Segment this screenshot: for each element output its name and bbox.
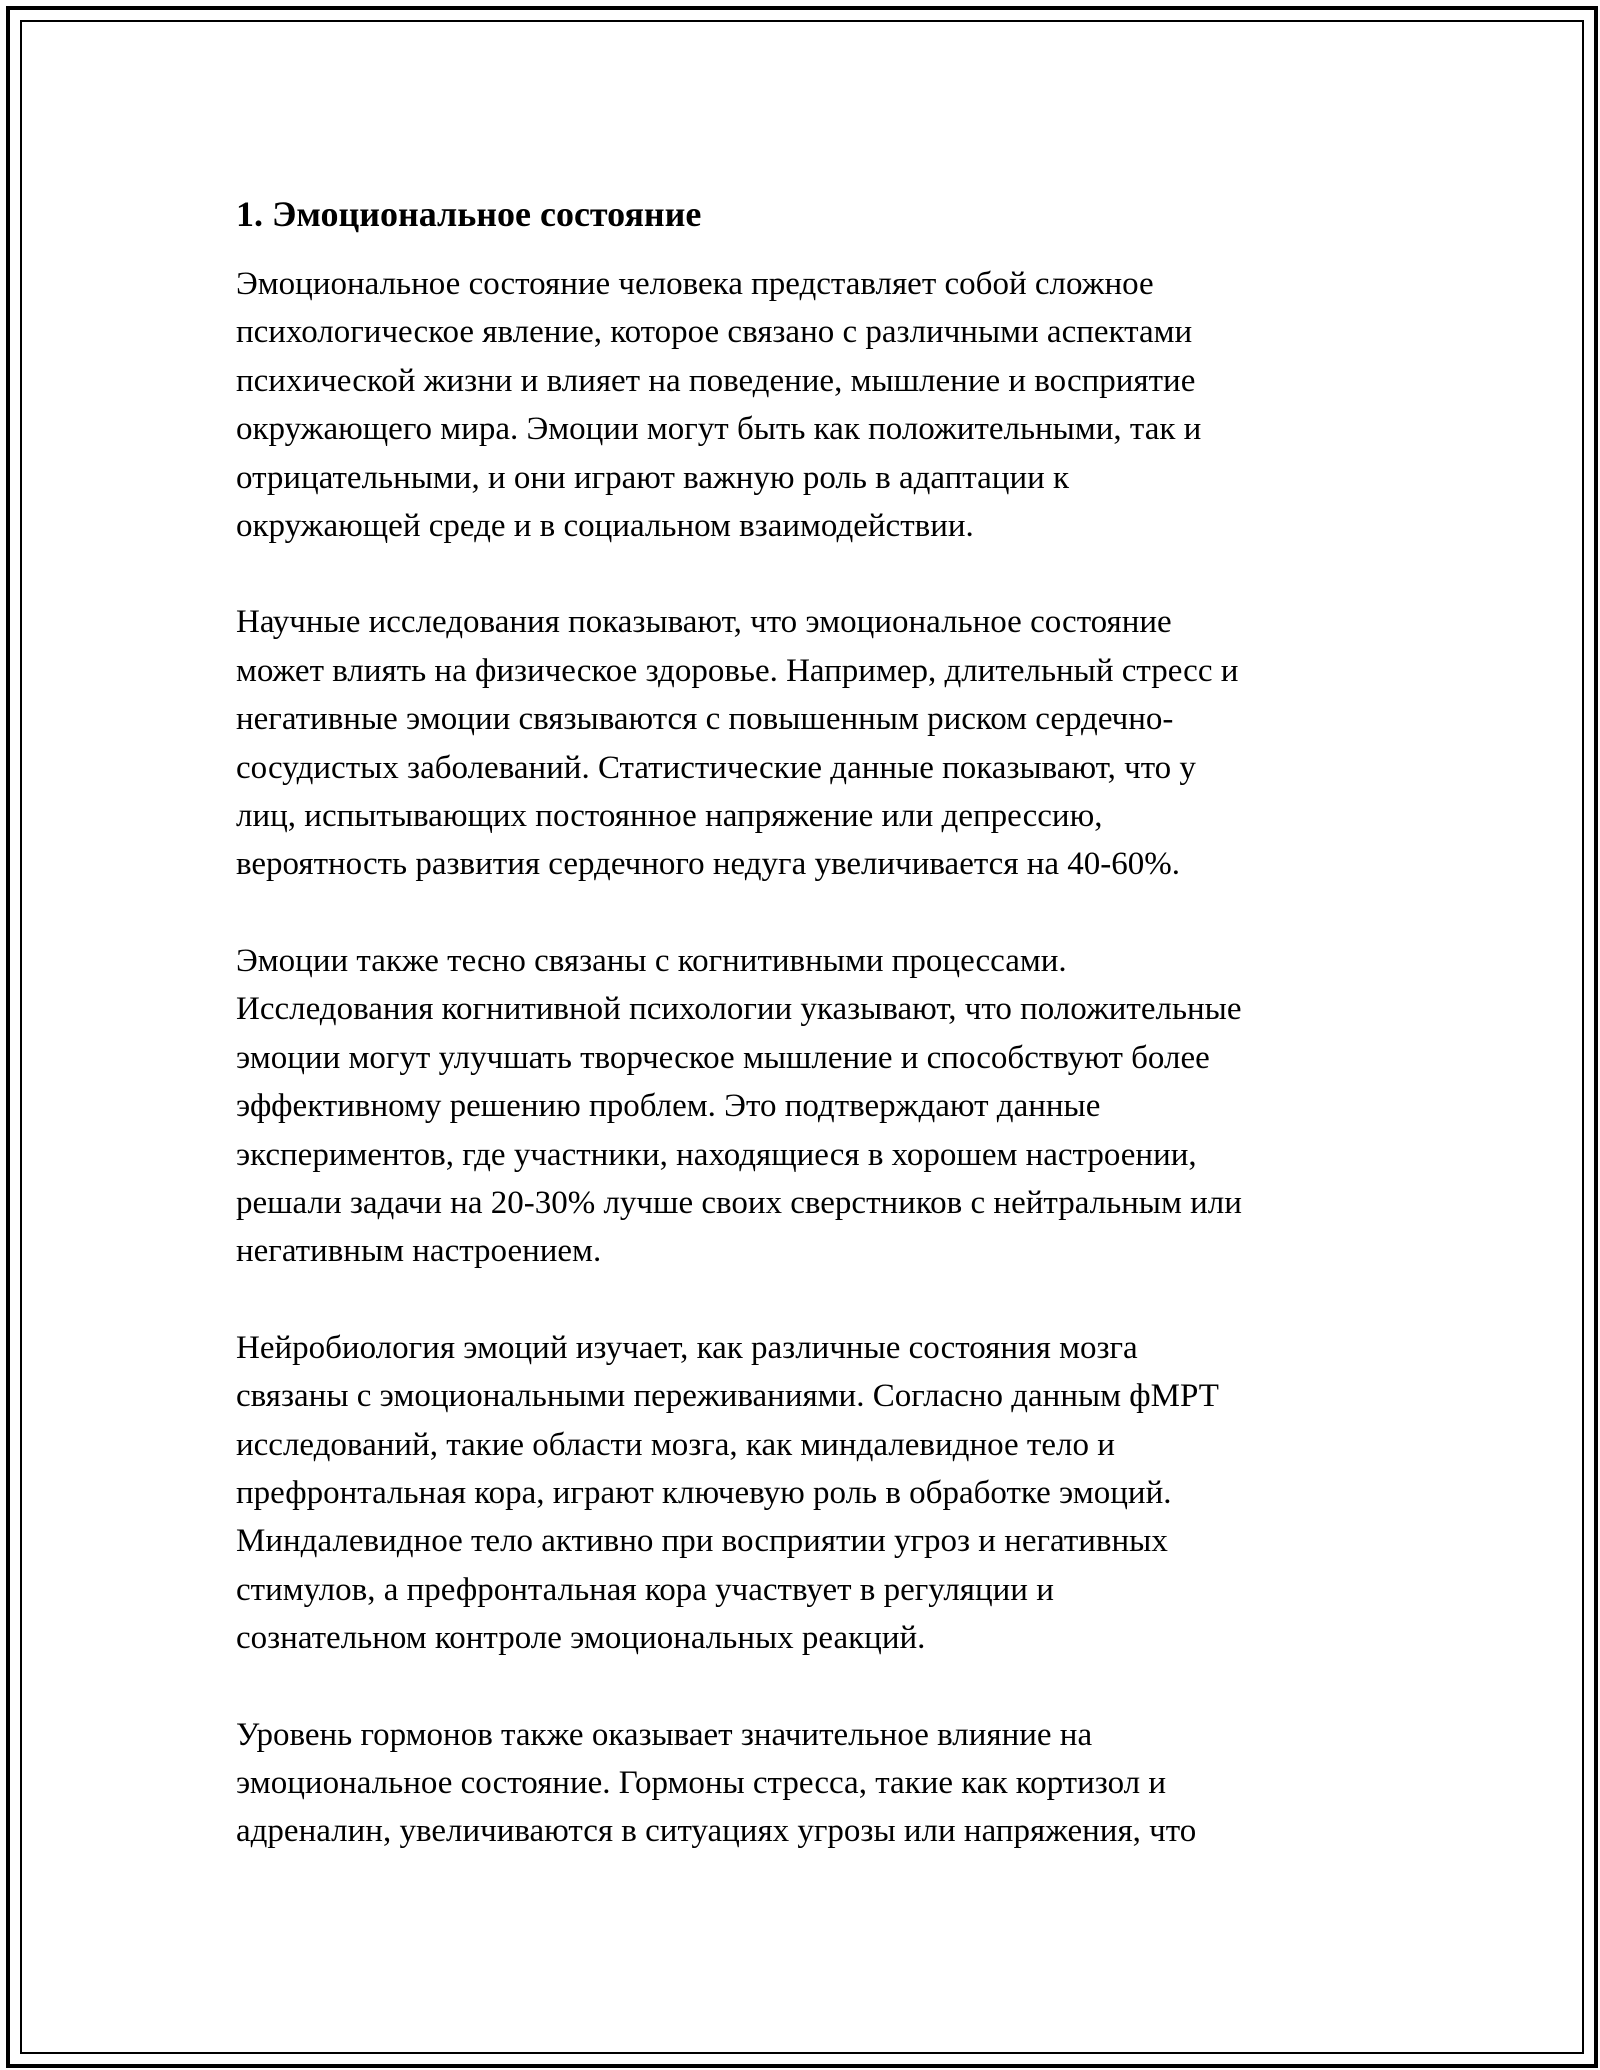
paragraph-line: Нейробиология эмоций изучает, как различные состояния мозга — [236, 1329, 1138, 1366]
paragraph-line: префронтальная кора, играют ключевую роль в обработке эмоций. — [236, 1474, 1172, 1511]
paragraph-line: сознательном контроле эмоциональных реакций. — [236, 1620, 926, 1657]
paragraph-line: Эмоциональное состояние человека представляет собой сложное — [236, 266, 1154, 302]
paragraph-4 — [236, 1324, 1376, 1663]
paragraph-line: окружающей среде и в социальном взаимодействии. — [236, 508, 974, 545]
paragraph-2 — [236, 598, 1376, 888]
paragraph-line: эмоции могут улучшать творческое мышление и способствуют более — [236, 1039, 1210, 1076]
document-body — [236, 188, 1376, 1904]
section-heading: 1. Эмоциональное состояние — [236, 194, 702, 234]
paragraph-3 — [236, 937, 1376, 1276]
paragraph-line: Исследования когнитивной психологии указывают, что положительные — [236, 991, 1242, 1028]
paragraph-line: психической жизни и влияет на поведение, мышление и восприятие — [236, 362, 1196, 399]
paragraph-line: адреналин, увеличиваются в ситуациях угрозы или напряжения, что — [236, 1813, 1197, 1850]
paragraph-line: негативные эмоции связываются с повышенным риском сердечно- — [236, 701, 1174, 738]
paragraph-line: стимулов, а префронтальная кора участвует в регуляции и — [236, 1571, 1054, 1608]
paragraph-line: связаны с эмоциональными переживаниями. Согласно данным фМРТ — [236, 1378, 1219, 1415]
paragraph-line: окружающего мира. Эмоции могут быть как положительными, так и — [236, 411, 1202, 448]
paragraph-line: Уровень гормонов также оказывает значительное влияние на — [236, 1716, 1093, 1753]
paragraph-line: может влиять на физическое здоровье. Например, длительный стресс и — [236, 652, 1239, 689]
paragraph-line: Научные исследования показывают, что эмоциональное состояние — [236, 604, 1172, 641]
paragraph-line: исследований, такие области мозга, как миндалевидное тело и — [236, 1426, 1115, 1463]
paragraph-5 — [236, 1711, 1376, 1856]
paragraph-line: вероятность развития сердечного недуга увеличивается на 40-60%. — [236, 846, 1181, 883]
paragraph-line: Миндалевидное тело активно при восприятии угроз и негативных — [236, 1523, 1168, 1560]
paragraph-line: эффективному решению проблем. Это подтверждают данные — [236, 1088, 1101, 1125]
paragraph-line: психологическое явление, которое связано с различными аспектами — [236, 314, 1193, 351]
paragraph-line: сосудистых заболеваний. Статистические данные показывают, что у — [236, 749, 1196, 786]
paragraph-line: решали задачи на 20-30% лучше своих сверстников с нейтральным или — [236, 1184, 1242, 1221]
paragraph-1 — [236, 260, 1376, 550]
paragraph-line: эмоциональное состояние. Гормоны стресса, такие как кортизол и — [236, 1764, 1167, 1801]
paragraph-line: Эмоции также тесно связаны с когнитивными процессами. — [236, 942, 1067, 979]
paragraph-line: негативным настроением. — [236, 1233, 602, 1270]
paragraph-line: экспериментов, где участники, находящиеся в хорошем настроении, — [236, 1136, 1197, 1173]
paragraph-line: отрицательными, и они играют важную роль в адаптации к — [236, 459, 1070, 496]
paragraph-line: лиц, испытывающих постоянное напряжение или депрессию, — [236, 798, 1103, 835]
